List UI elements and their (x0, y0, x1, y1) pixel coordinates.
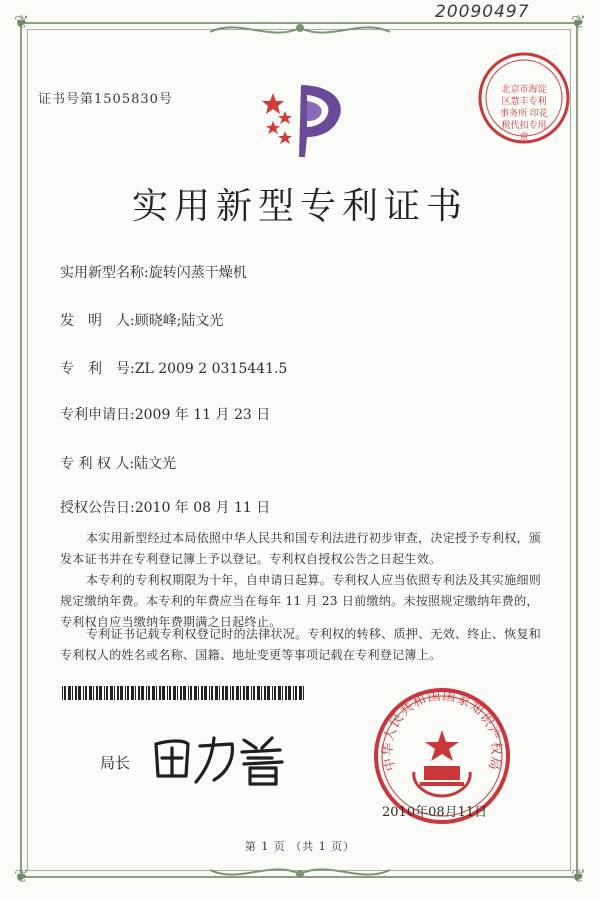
field-value: 2009 年 11 月 23 日 (134, 407, 271, 423)
director-label: 局长 (100, 754, 131, 772)
seal-date: 2010年08月11日 (382, 805, 488, 820)
field-label: 专 利 号: (60, 361, 135, 377)
top-scroll-ornament-icon (200, 18, 400, 42)
barcode-icon (62, 686, 308, 700)
field-label: 发 明 人: (60, 313, 135, 329)
field-value: 顾晓峰;陆文光 (134, 313, 224, 329)
corner-ornament-icon: ❦ (14, 12, 30, 33)
handwritten-annotation: 20090497 (435, 2, 530, 22)
field-application-date (60, 404, 270, 424)
certificate-title: 实用新型专利证书 (131, 186, 468, 227)
field-label: 专利申请日: (60, 407, 135, 423)
field-value: 旋转闪蒸干燥机 (148, 265, 247, 281)
page-number-footer: 第 1 页 （共 1 页） (244, 840, 356, 853)
body-paragraph: 本专利的专利权期限为十年，自申请日起算。专利权人应当依照专利法及其实施细则规定缴纳年费。本专利的年费应当在每年 11 月 23 日前缴纳。未按照规定缴纳年费的，专利权自应当缴纳年费期满之日起终止。 (60, 573, 542, 629)
field-label: 授权公告日: (60, 500, 135, 516)
field-inventor (60, 310, 223, 330)
agency-seal-text: 北京市海淀区慧丰专利事务所 印花税代扣专用章 (500, 85, 548, 143)
director-signature (148, 728, 288, 788)
cnipa-logo-icon (255, 75, 355, 160)
corner-ornament-icon: ❦ (570, 12, 586, 33)
body-paragraph: 本实用新型经过本局依照中华人民共和国专利法进行初步审查，决定授予专利权，颁发本证书并在专利登记簿上予以登记。专利权自授权公告之日起生效。 (60, 531, 542, 566)
corner-ornament-icon: ❦ (570, 866, 586, 887)
field-label: 实用新型名称: (60, 265, 149, 281)
field-utility-model-name (60, 262, 247, 282)
bottom-scroll-ornament-icon (200, 860, 400, 884)
seal-arc-text: 中华人民共和国国家知识产权局 (380, 688, 504, 773)
body-paragraph: 专利证书记载专利权登记时的法律状况。专利权的转移、质押、无效、终止、恢复和专利权人的姓名或名称、国籍、地址变更等事项记载在专利登记簿上。 (60, 627, 542, 662)
corner-ornament-icon: ❦ (14, 866, 30, 887)
field-grant-date (60, 497, 270, 517)
field-value: ZL 2009 2 0315441.5 (134, 361, 288, 377)
field-value: 陆文光 (134, 456, 177, 472)
certificate-number: 证书号第1505830号 (38, 92, 173, 107)
field-label: 专 利 权 人: (60, 456, 135, 472)
field-patent-number (60, 358, 287, 378)
field-patentee (60, 453, 176, 473)
field-value: 2010 年 08 月 11 日 (134, 500, 271, 516)
